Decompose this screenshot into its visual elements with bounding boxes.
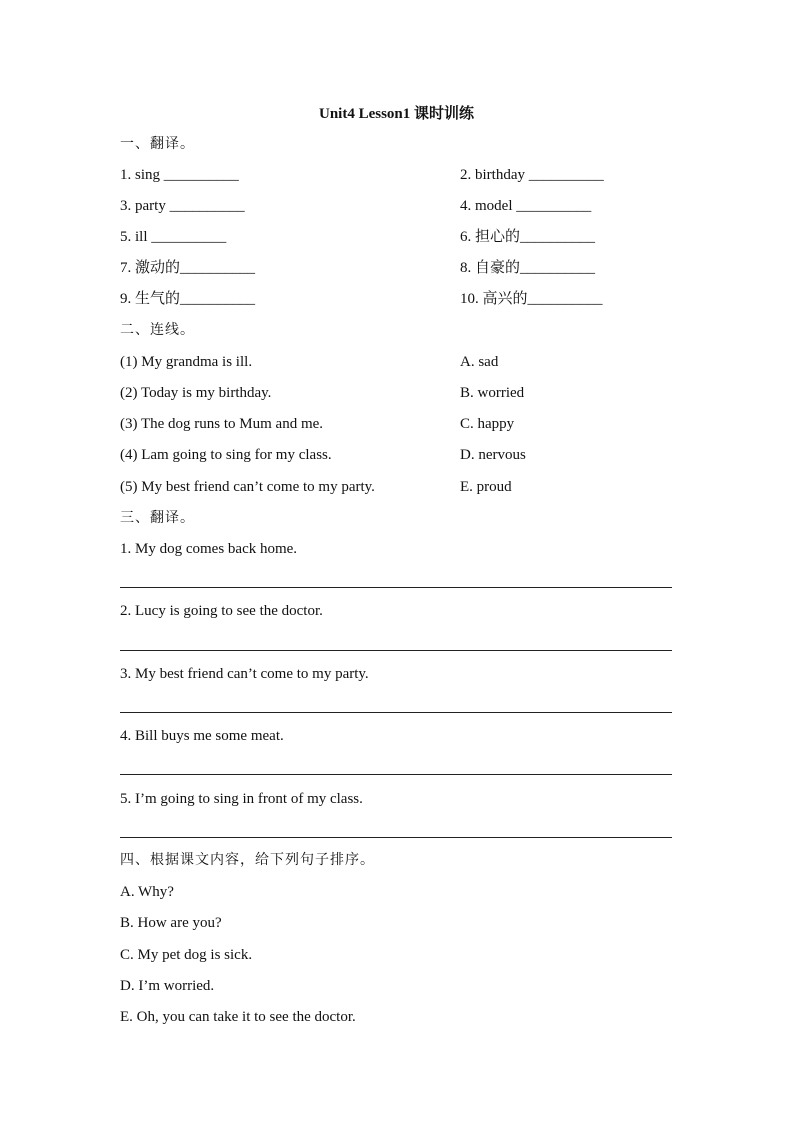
section4-sentence: D. I’m worried.	[120, 978, 215, 994]
section2-heading: 二、连线。	[120, 322, 195, 338]
section4-sentence: B. How are you?	[120, 915, 222, 931]
section1-item-left: 5. ill __________	[120, 229, 227, 245]
section1-item-left: 9. 生气的__________	[120, 291, 256, 307]
section2-sentence: (5) My best friend can’t come to my party.	[120, 479, 375, 495]
section1-item-left: 3. party __________	[120, 198, 245, 214]
section4-sentence: E. Oh, you can take it to see the doctor.	[120, 1009, 356, 1025]
section2-sentence: (2) Today is my birthday.	[120, 385, 272, 401]
section1-heading: 一、翻译。	[120, 136, 195, 152]
answer-line	[120, 587, 672, 588]
section2-feeling: B. worried	[460, 385, 525, 401]
answer-line	[120, 650, 672, 651]
section1-item-left: 7. 激动的__________	[120, 260, 256, 276]
page-title: Unit4 Lesson1 课时训练	[318, 106, 475, 122]
section2-feeling: C. happy	[460, 416, 515, 432]
section1-item-left: 1. sing __________	[120, 167, 239, 183]
section1-item-right: 4. model __________	[460, 198, 592, 214]
section2-feeling: D. nervous	[460, 447, 526, 463]
answer-line	[120, 837, 672, 838]
section4-heading: 四、根据课文内容，给下列句子排序。	[120, 852, 375, 868]
section3-sentence: 1. My dog comes back home.	[120, 541, 298, 557]
section3-sentence: 2. Lucy is going to see the doctor.	[120, 603, 323, 619]
answer-line	[120, 712, 672, 713]
section1-item-right: 6. 担心的__________	[460, 229, 596, 245]
section3-heading: 三、翻译。	[120, 510, 195, 526]
section1-item-right: 10. 高兴的__________	[460, 291, 603, 307]
section3-sentence: 3. My best friend can’t come to my party.	[120, 666, 369, 682]
answer-line	[120, 774, 672, 775]
section4-sentence: C. My pet dog is sick.	[120, 947, 253, 963]
section1-item-right: 2. birthday __________	[460, 167, 604, 183]
section3-sentence: 5. I’m going to sing in front of my class.	[120, 791, 363, 807]
section2-feeling: E. proud	[460, 479, 512, 495]
section1-item-right: 8. 自豪的__________	[460, 260, 596, 276]
section2-sentence: (4) Lam going to sing for my class.	[120, 447, 332, 463]
section4-sentence: A. Why?	[120, 884, 174, 900]
section2-sentence: (3) The dog runs to Mum and me.	[120, 416, 324, 432]
section3-sentence: 4. Bill buys me some meat.	[120, 728, 284, 744]
section2-sentence: (1) My grandma is ill.	[120, 354, 253, 370]
section2-feeling: A. sad	[460, 354, 499, 370]
